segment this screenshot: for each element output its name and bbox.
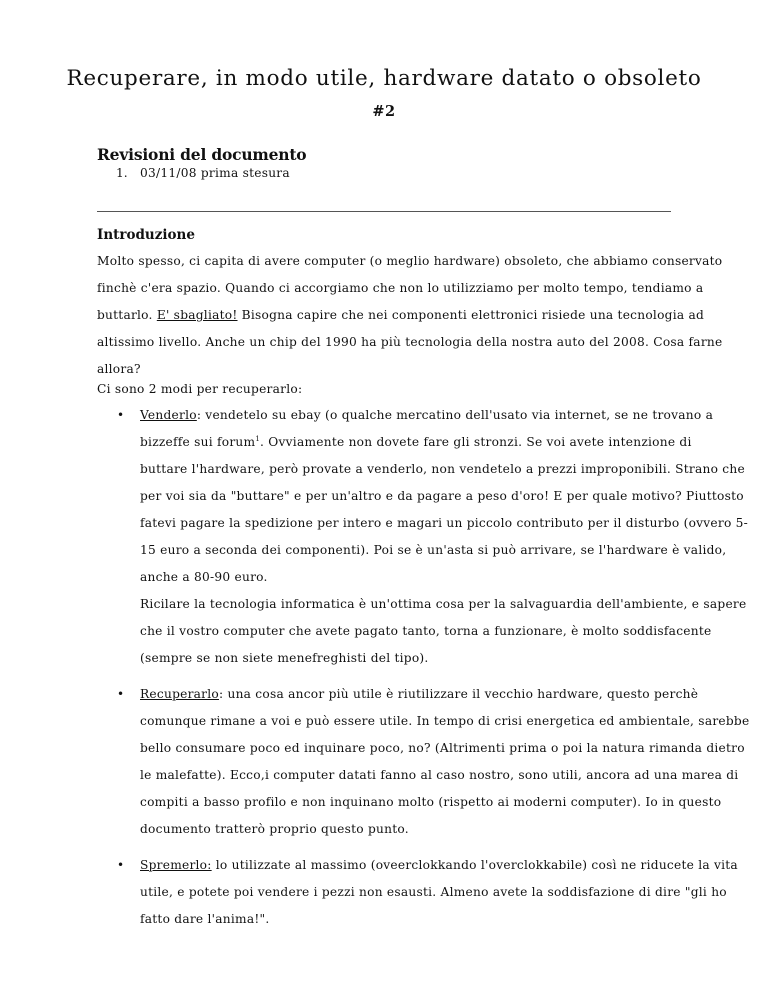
bullet-recuperarlo-line-4: le malefatte). Ecco,i computer datati fanno al caso nostro, sono utili, ancora ad una marea di	[140, 768, 739, 782]
bullet-venderlo-line-4: per voi sia da "buttare" e per un'altro e da pagare a peso d'oro! E per quale motivo? Piuttosto	[140, 489, 744, 503]
intro-line-3-pre: buttarlo.	[97, 308, 157, 322]
bullet-venderlo-line-10: (sempre se non siete menefreghisti del tipo).	[140, 651, 429, 665]
bullet-recuperarlo-line-1: Recuperarlo: una cosa ancor più utile è riutilizzare il vecchio hardware, questo perchè	[140, 687, 699, 701]
bullet-recuperarlo-line-3: bello consumare poco ed inquinare poco, no? (Altrimenti prima o poi la natura rimanda dietro	[140, 741, 745, 755]
bullet-spremerlo-line-3: fatto dare l'anima!".	[140, 912, 270, 926]
bullet-recuperarlo-line-2: comunque rimane a voi e può essere utile. In tempo di crisi energetica ed ambientale, sarebbe	[140, 714, 750, 728]
footnote-reference[interactable]: 1	[255, 434, 261, 443]
bullet-venderlo-line-7: anche a 80-90 euro.	[140, 570, 268, 584]
document-subtitle: #2	[372, 103, 396, 120]
intro-line-3-post: Bisogna capire che nei componenti elettronici risiede una tecnologia ad	[237, 308, 705, 322]
bullet-venderlo-line-8: Ricilare la tecnologia informatica è un'ottima cosa per la salvaguardia dell'ambiente, e sapere	[140, 597, 747, 611]
intro-line-4: altissimo livello. Anche un chip del 1990 ha più tecnologia della nostra auto del 2008. Cosa farne	[97, 335, 723, 349]
intro-line-2: finchè c'era spazio. Quando ci accorgiamo che non lo utilizziamo per molto tempo, tendiamo a	[97, 281, 704, 295]
revisions-heading: Revisioni del documento	[97, 145, 307, 164]
bullet-spremerlo-line-2: utile, e potete poi vendere i pezzi non esausti. Almeno avete la soddisfazione di dire "gli ho	[140, 885, 727, 899]
intro-heading: Introduzione	[97, 227, 195, 243]
bullet-glyph: •	[117, 858, 125, 872]
emphasis-underlined: E' sbagliato!	[156, 308, 238, 322]
bullet-venderlo-line-9: che il vostro computer che avete pagato tanto, torna a funzionare, è molto soddisfacente	[140, 624, 712, 638]
bullet-venderlo-line-1: Venderlo: vendetelo su ebay (o qualche mercatino dell'usato via internet, se ne trovano a	[140, 408, 714, 422]
intro-line-1: Molto spesso, ci capita di avere computer (o meglio hardware) obsoleto, che abbiamo conservato	[97, 254, 723, 268]
bullet-venderlo-line-3: buttare l'hardware, però provate a venderlo, non vendetelo a prezzi improponibili. Strano che	[140, 462, 745, 476]
bullet-term: Recuperarlo	[140, 687, 219, 701]
bullet-recuperarlo-line-6: documento tratterò proprio questo punto.	[140, 822, 409, 836]
revision-number: 1.	[116, 166, 128, 180]
intro-line-3	[97, 308, 704, 322]
bullet-venderlo-line-2: bizzeffe sui forum$^1$. Ovviamente non dovete fare gli stronzi. Se voi avete intenzione di	[140, 434, 692, 449]
intro-line-5: allora?	[97, 362, 141, 376]
bullet-venderlo-line-5: fatevi pagare la spedizione per intero e magari un piccolo contributo per il disturbo (ovvero 5-	[140, 516, 749, 530]
bullet-glyph: •	[117, 408, 125, 422]
intro-line-6: Ci sono 2 modi per recuperarlo:	[97, 382, 303, 396]
bullet-term: Spremerlo:	[140, 858, 212, 872]
document-title: Recuperare, in modo utile, hardware datato o obsoleto	[66, 66, 702, 91]
bullet-venderlo-line-6: 15 euro a seconda dei componenti). Poi se è un'asta si può arrivare, se l'hardware è valido,	[140, 543, 727, 557]
bullet-term: Venderlo	[140, 408, 197, 422]
bullet-recuperarlo-line-5: compiti a basso profilo e non inquinano molto (rispetto ai moderni computer). Io in questo	[140, 795, 722, 809]
revision-entry: 03/11/08 prima stesura	[140, 166, 290, 180]
section-divider	[97, 211, 671, 212]
bullet-glyph: •	[117, 687, 125, 701]
bullet-spremerlo-line-1: Spremerlo: lo utilizzate al massimo (oveerclokkando l'overclokkabile) così ne riducete la vita	[140, 858, 738, 872]
